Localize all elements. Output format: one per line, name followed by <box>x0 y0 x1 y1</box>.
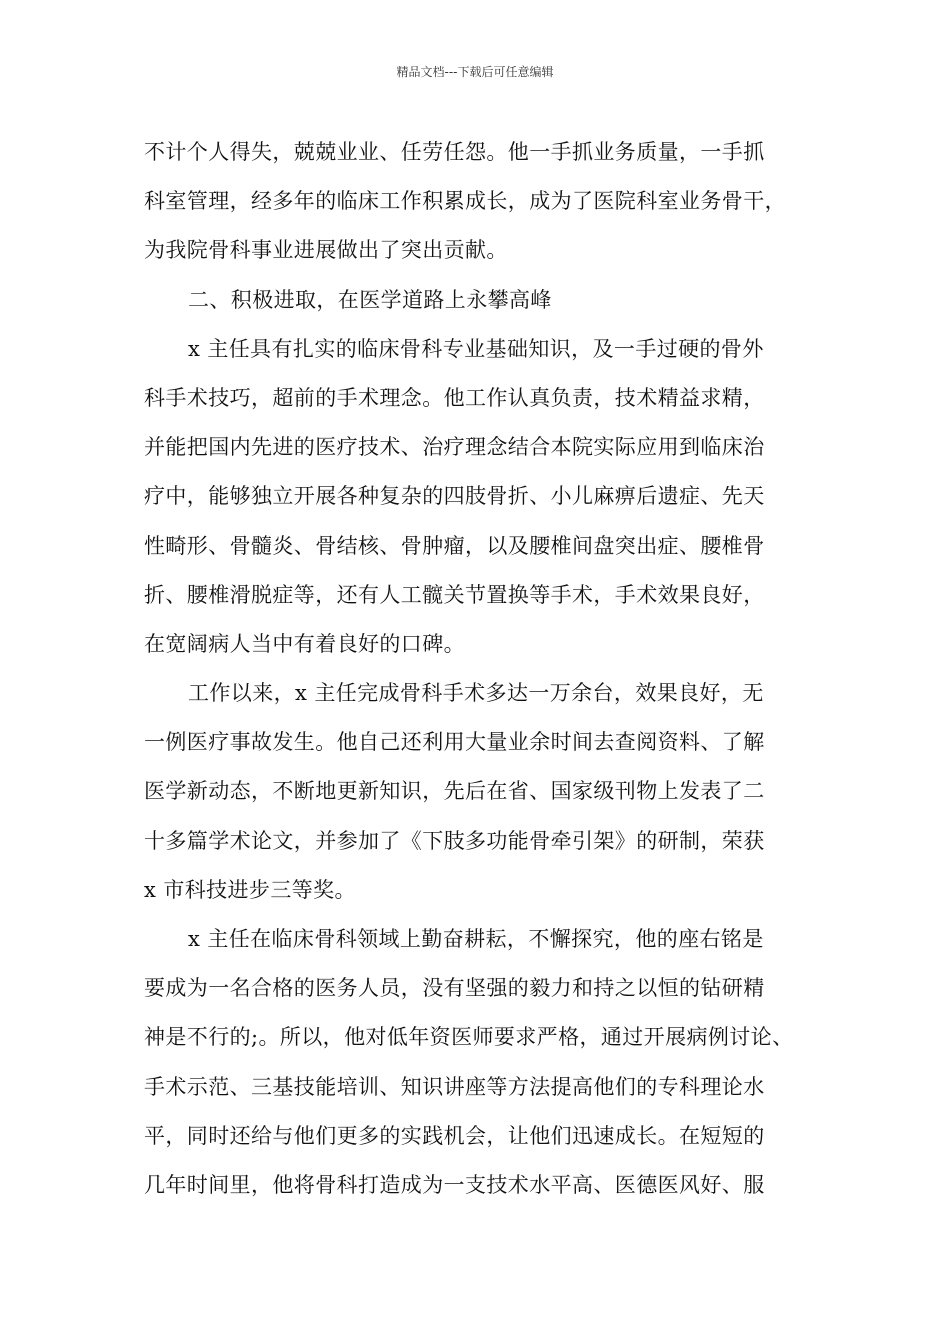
paragraph-line: 科室管理，经多年的临床工作积累成长，成为了医院科室业务骨干， <box>144 189 786 214</box>
paragraph-line: 几年时间里，他将骨科打造成为一支技术水平高、医德医风好、服 <box>144 1172 765 1197</box>
paragraph-line: 在宽阔病人当中有着良好的口碑。 <box>144 631 465 656</box>
section-heading: 二、积极进取，在医学道路上永攀高峰 <box>188 287 552 312</box>
paragraph-line: 性畸形、骨髓炎、骨结核、骨肿瘤，以及腰椎间盘突出症、腰椎骨 <box>144 533 765 558</box>
paragraph-line: 疗中，能够独立开展各种复杂的四肢骨折、小儿麻痹后遗症、先天 <box>144 484 765 509</box>
paragraph-line: x 主任具有扎实的临床骨科专业基础知识，及一手过硬的骨外 <box>188 336 764 361</box>
paragraph-line: 一例医疗事故发生。他自己还利用大量业余时间去查阅资料、了解 <box>144 730 765 755</box>
paragraph-line: 不计个人得失，兢兢业业、任劳任怨。他一手抓业务质量，一手抓 <box>144 140 765 164</box>
paragraph-line: 为我院骨科事业进展做出了突出贡献。 <box>144 238 508 263</box>
paragraph-line: 科手术技巧，超前的手术理念。他工作认真负责，技术精益求精， <box>144 385 765 410</box>
paragraph-line: 手术示范、三基技能培训、知识讲座等方法提高他们的专科理论水 <box>144 1074 765 1099</box>
paragraph-line: 医学新动态，不断地更新知识，先后在省、国家级刊物上发表了二 <box>144 779 765 804</box>
page-header: 精品文档---下载后可任意编辑 <box>396 65 554 79</box>
paragraph-line: x 主任在临床骨科领域上勤奋耕耘，不懈探究，他的座右铭是 <box>188 927 764 951</box>
paragraph-line: x 市科技进步三等奖。 <box>144 877 356 902</box>
paragraph-line: 神是不行的;。所以，他对低年资医师要求严格，通过开展病例讨论、 <box>144 1025 794 1050</box>
paragraph-line: 工作以来，x 主任完成骨科手术多达一万余台，效果良好，无 <box>188 681 764 706</box>
paragraph-line: 十多篇学术论文，并参加了《下肢多功能骨牵引架》的研制，荣获 <box>144 828 765 853</box>
paragraph-line: 要成为一名合格的医务人员，没有坚强的毅力和持之以恒的钻研精 <box>144 976 765 1001</box>
paragraph-line: 并能把国内先进的医疗技术、治疗理念结合本院实际应用到临床治 <box>144 435 765 460</box>
paragraph-line: 折、腰椎滑脱症等，还有人工髋关节置换等手术，手术效果良好， <box>144 582 765 607</box>
paragraph-line: 平，同时还给与他们更多的实践机会，让他们迅速成长。在短短的 <box>144 1123 765 1148</box>
body-text <box>144 128 808 1210</box>
